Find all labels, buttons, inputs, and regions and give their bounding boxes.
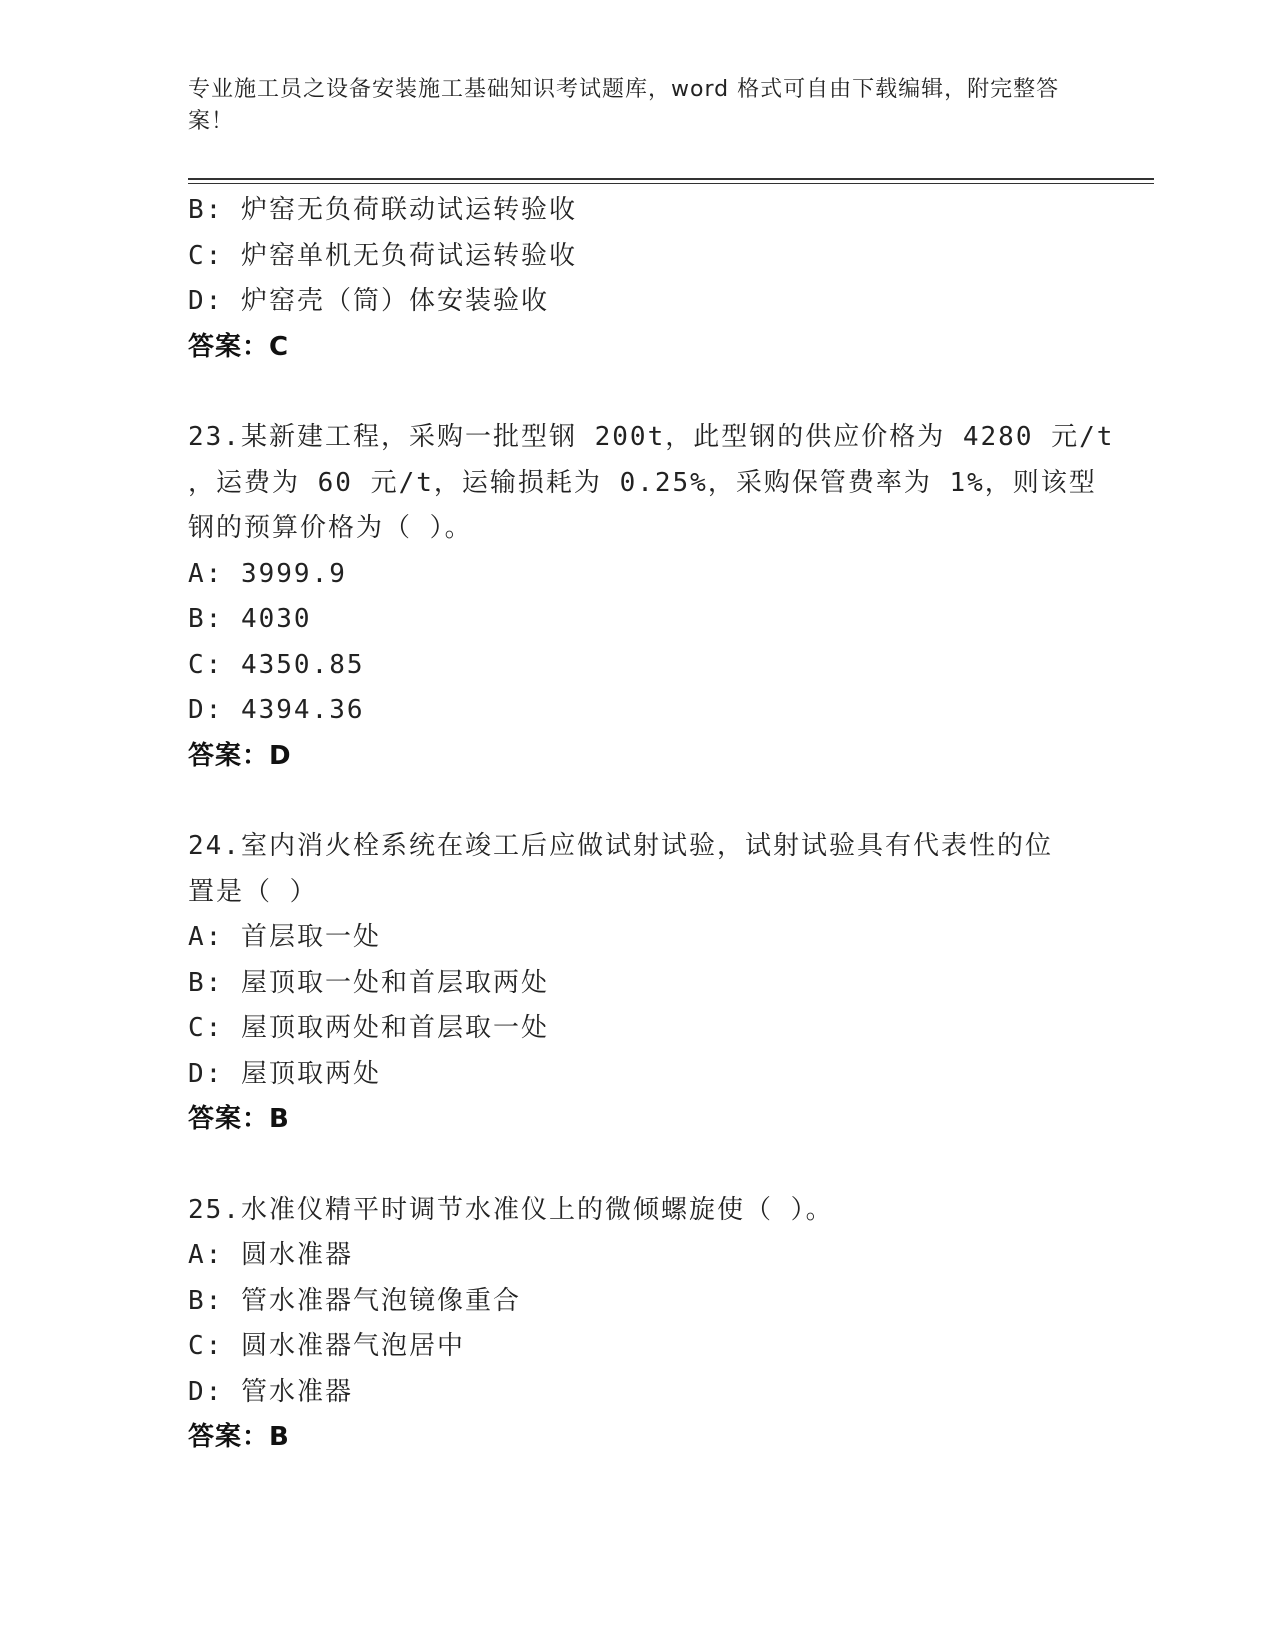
answer-line: 答案：C [188,331,290,362]
option-b: B: 4030 [188,604,312,634]
option-b: B: 屋顶取一处和首层取两处 [188,967,549,998]
answer-line: 答案：B [188,1104,290,1134]
document-header: 专业施工员之设备安装施工基础知识考试题库，word 格式可自由下载编辑，附完整答案！ [188,77,1060,134]
header-rule-thin [188,183,1154,184]
option-d: D: 4394.36 [188,695,365,725]
header-rule-thick [188,178,1154,180]
option-c: C: 炉窑单机无负荷试运转验收 [188,240,577,271]
option-a: A: 3999.9 [188,558,347,589]
option-b: B: 炉窑无负荷联动试运转验收 [188,195,577,225]
option-c: C: 屋顶取两处和首层取一处 [188,1013,549,1043]
answer-line: 答案：D [188,740,292,771]
option-d: D: 管水准器 [188,1376,353,1407]
question-stem-line: 25.水准仪精平时调节水准仪上的微倾螺旋使（ ）。 [188,1194,834,1225]
option-d: D: 炉窑壳（筒）体安装验收 [188,286,549,316]
question-stem-line: 24.室内消火栓系统在竣工后应做试射试验，试射试验具有代表性的位 [188,831,1053,861]
option-c: C: 圆水准器气泡居中 [188,1331,465,1361]
question-list [188,188,1115,1461]
previous-question-block [188,188,1088,370]
option-a: A: 圆水准器 [188,1240,353,1270]
question-stem-line: ，运费为 60 元/t，运输损耗为 0.25%，采购保管费率为 1%，则该型 [188,467,1097,498]
question-24 [188,824,1088,1143]
question-stem-line: 置是（ ） [188,876,318,907]
question-25 [188,1188,1088,1461]
option-a: A: 首层取一处 [188,922,381,952]
option-d: D: 屋顶取两处 [188,1058,381,1089]
question-stem-line: 23.某新建工程，采购一批型钢 200t，此型钢的供应价格为 4280 元/t [188,422,1115,452]
answer-line: 答案：B [188,1422,290,1452]
option-b: B: 管水准器气泡镜像重合 [188,1285,521,1316]
option-c: C: 4350.85 [188,649,365,680]
question-stem-line: 钢的预算价格为（ ）。 [188,513,473,543]
question-23 [188,415,1115,779]
